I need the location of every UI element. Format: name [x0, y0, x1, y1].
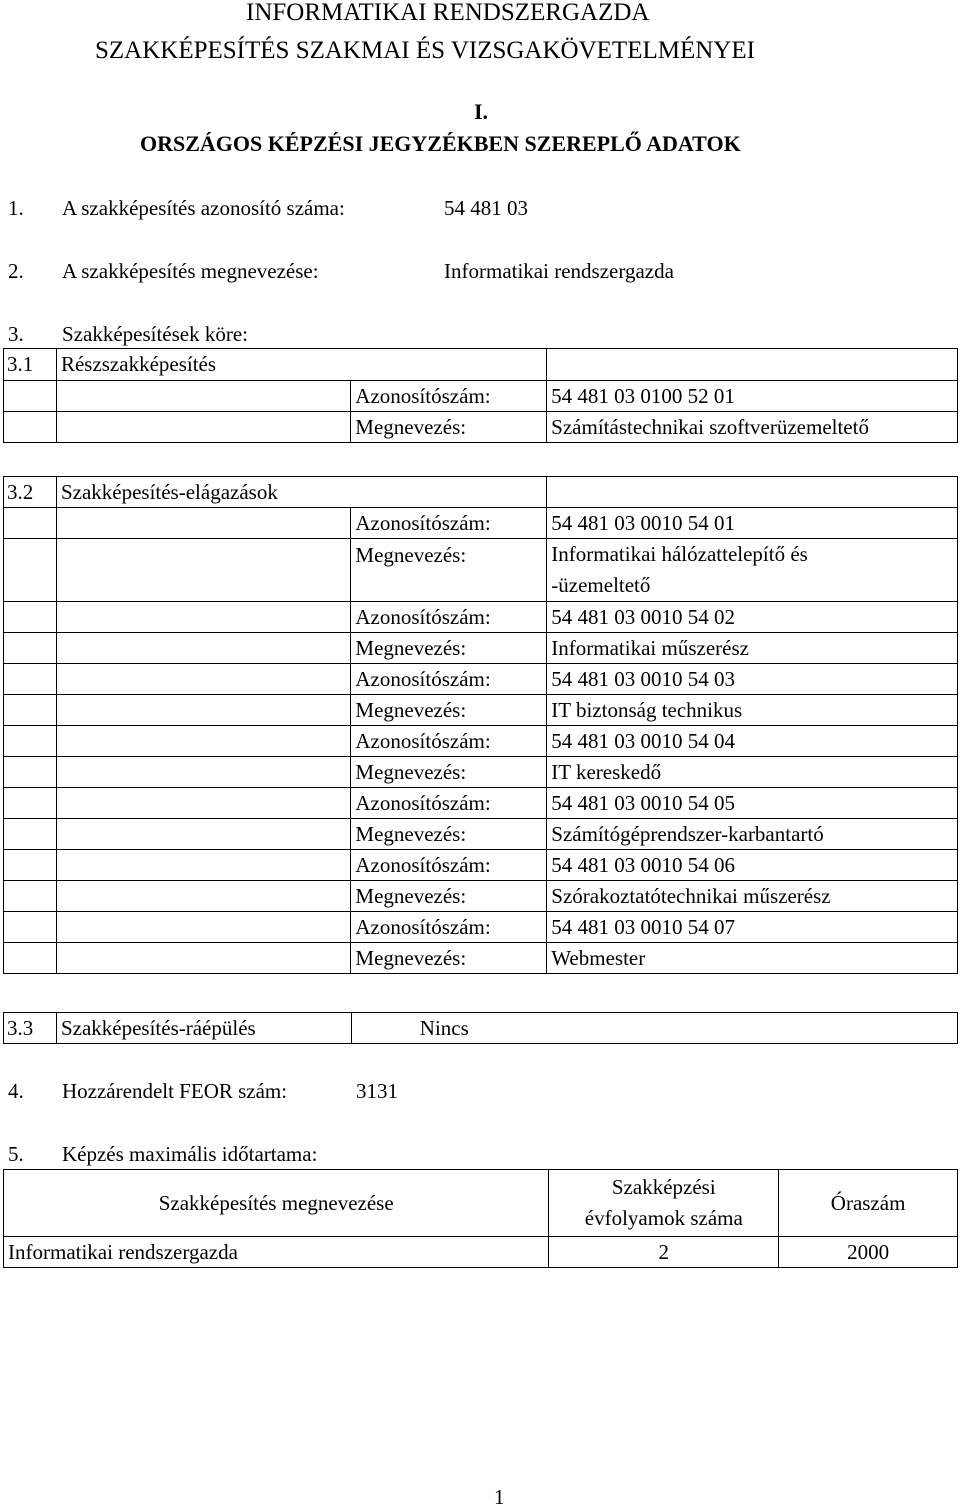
name-label: Megnevezés:	[351, 633, 547, 664]
empty-cell	[4, 381, 57, 412]
kepzes-col-years-header-line2: évfolyamok száma	[584, 1206, 743, 1230]
kepzes-col-years-header-line1: Szakképzési	[611, 1175, 716, 1199]
name-value: IT kereskedő	[547, 757, 958, 788]
empty-cell	[4, 412, 57, 443]
reszszakkepesites-title: Részszakképesítés	[56, 349, 546, 381]
empty-cell	[56, 881, 350, 912]
feor-label: Hozzárendelt FEOR szám:	[62, 1079, 288, 1103]
name-label: Megnevezés:	[351, 695, 547, 726]
item1-number: 1.	[8, 196, 24, 220]
empty-cell	[56, 602, 350, 633]
feor-value: 3131	[356, 1079, 398, 1103]
kepzes-col-name-header: Szakképesítés megnevezése	[4, 1170, 549, 1237]
reszszakkepesites-table	[3, 348, 958, 443]
item1-value: 54 481 03	[444, 196, 528, 220]
raepules-table	[3, 1012, 958, 1044]
name-label: Megnevezés:	[351, 943, 547, 974]
item1-label: A szakképesítés azonosító száma:	[62, 196, 345, 220]
document-title-line1: INFORMATIKAI RENDSZERGAZDA	[246, 0, 650, 26]
id-label: Azonosítószám:	[351, 912, 547, 943]
item2-label: A szakképesítés megnevezése:	[62, 259, 319, 283]
name-label: Megnevezés:	[351, 539, 547, 602]
elagazasok-table	[3, 476, 958, 974]
empty-cell	[56, 695, 350, 726]
section-title: ORSZÁGOS KÉPZÉSI JEGYZÉKBEN SZEREPLŐ ADATOK	[140, 131, 741, 156]
elagazasok-number: 3.2	[4, 477, 57, 508]
empty-cell	[56, 633, 350, 664]
id-value: 54 481 03 0010 54 03	[547, 664, 958, 695]
id-label: Azonosítószám:	[351, 726, 547, 757]
empty-cell	[56, 412, 350, 443]
id-value: 54 481 03 0010 54 01	[547, 508, 958, 539]
empty-cell	[547, 349, 958, 381]
empty-cell	[56, 508, 350, 539]
id-value: 54 481 03 0100 52 01	[547, 381, 958, 412]
empty-cell	[56, 757, 350, 788]
empty-cell	[4, 633, 57, 664]
empty-cell	[56, 912, 350, 943]
empty-cell	[56, 943, 350, 974]
id-label: Azonosítószám:	[351, 788, 547, 819]
empty-cell	[4, 850, 57, 881]
section-number: I.	[474, 99, 489, 124]
empty-cell	[4, 788, 57, 819]
id-label: Azonosítószám:	[351, 850, 547, 881]
raepules-number: 3.3	[4, 1013, 57, 1044]
document-title-line2: SZAKKÉPESÍTÉS SZAKMAI ÉS VIZSGAKÖVETELMÉNYEI	[95, 37, 755, 64]
empty-cell	[56, 664, 350, 695]
name-label: Megnevezés:	[351, 819, 547, 850]
kepzes-row-years: 2	[549, 1237, 779, 1268]
kepzes-number: 5.	[8, 1142, 24, 1166]
empty-cell	[56, 726, 350, 757]
name-value: Számítástechnikai szoftverüzemeltető	[547, 412, 958, 443]
feor-number: 4.	[8, 1079, 24, 1103]
empty-cell	[56, 819, 350, 850]
kepzes-row-name: Informatikai rendszergazda	[4, 1237, 549, 1268]
id-value: 54 481 03 0010 54 07	[547, 912, 958, 943]
item3-number: 3.	[8, 322, 24, 346]
id-label: Azonosítószám:	[351, 508, 547, 539]
name-label: Megnevezés:	[351, 757, 547, 788]
id-label: Azonosítószám:	[351, 381, 547, 412]
empty-cell	[4, 726, 57, 757]
name-value: Informatikai hálózattelepítő és -üzemeltető	[547, 539, 958, 602]
empty-cell	[4, 664, 57, 695]
name-value: IT biztonság technikus	[547, 695, 958, 726]
empty-cell	[4, 508, 57, 539]
empty-cell	[4, 695, 57, 726]
id-value: 54 481 03 0010 54 05	[547, 788, 958, 819]
empty-cell	[4, 539, 57, 602]
item2-number: 2.	[8, 259, 24, 283]
id-value: 54 481 03 0010 54 02	[547, 602, 958, 633]
id-label: Azonosítószám:	[351, 664, 547, 695]
item3-label: Szakképesítések köre:	[62, 322, 249, 346]
empty-cell	[4, 757, 57, 788]
raepules-value: Nincs	[351, 1013, 957, 1044]
kepzes-table	[3, 1169, 958, 1268]
empty-cell	[56, 850, 350, 881]
id-label: Azonosítószám:	[351, 602, 547, 633]
name-label: Megnevezés:	[351, 412, 547, 443]
empty-cell	[4, 943, 57, 974]
empty-cell	[56, 381, 350, 412]
item2-value: Informatikai rendszergazda	[444, 259, 674, 283]
empty-cell	[56, 788, 350, 819]
empty-cell	[547, 477, 958, 508]
kepzes-row-hours: 2000	[779, 1237, 958, 1268]
raepules-title: Szakképesítés-ráépülés	[56, 1013, 351, 1044]
id-value: 54 481 03 0010 54 04	[547, 726, 958, 757]
kepzes-label: Képzés maximális időtartama:	[62, 1142, 318, 1166]
empty-cell	[56, 539, 350, 602]
name-value: Webmester	[547, 943, 958, 974]
kepzes-col-years-header	[549, 1170, 779, 1237]
name-label: Megnevezés:	[351, 881, 547, 912]
empty-cell	[4, 881, 57, 912]
reszszakkepesites-number: 3.1	[4, 349, 57, 381]
elagazasok-title: Szakképesítés-elágazások	[56, 477, 546, 508]
empty-cell	[4, 602, 57, 633]
empty-cell	[4, 912, 57, 943]
name-value: Informatikai műszerész	[547, 633, 958, 664]
page-number: 1	[494, 1485, 505, 1509]
kepzes-col-hours-header: Óraszám	[779, 1170, 958, 1237]
empty-cell	[4, 819, 57, 850]
id-value: 54 481 03 0010 54 06	[547, 850, 958, 881]
name-value: Szórakoztatótechnikai műszerész	[547, 881, 958, 912]
name-value: Számítógéprendszer-karbantartó	[547, 819, 958, 850]
